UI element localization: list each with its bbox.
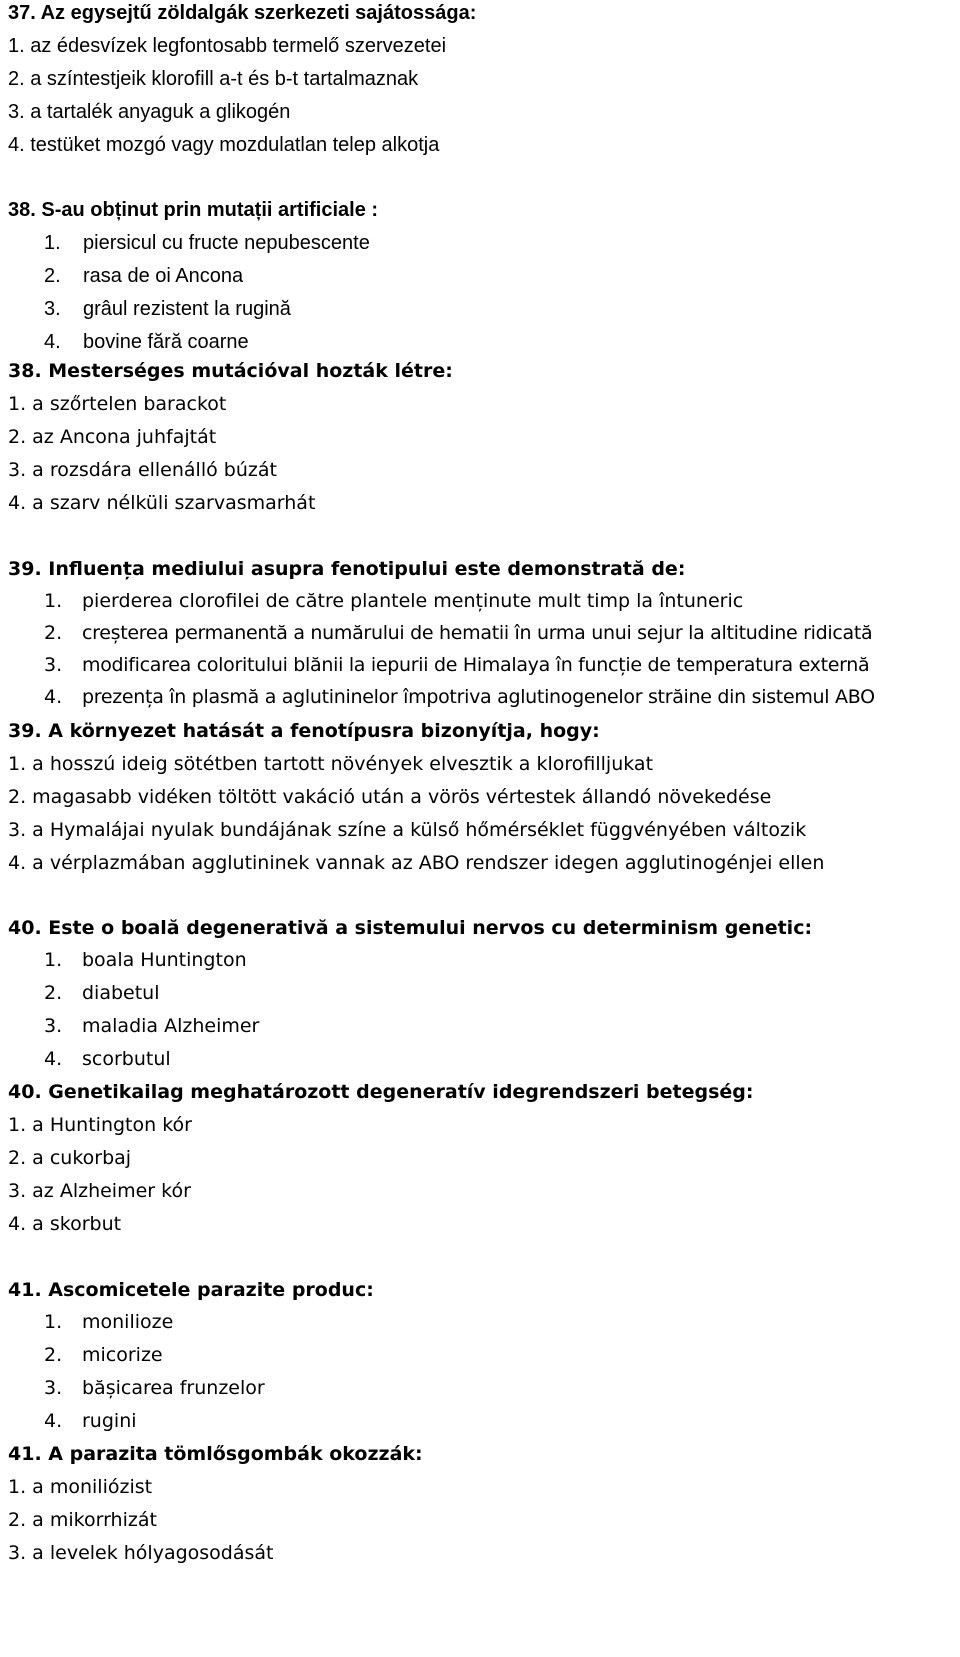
option-number: 4. xyxy=(44,1410,63,1432)
option-text: modificarea coloritului blănii la iepurii de Himalaya în funcție de temperatura externă xyxy=(82,654,870,676)
option-number: 2. xyxy=(44,1344,63,1366)
option-text: piersicul cu fructe nepubescente xyxy=(83,232,370,254)
question-title: 39. Influența mediului asupra fenotipului este demonstrată de: xyxy=(8,558,686,580)
answer-option: 3. a Hymalájai nyulak bundájának színe a külső hőmérséklet függvényében változik xyxy=(8,819,807,841)
answer-option: 1. a szőrtelen barackot xyxy=(8,393,227,415)
option-number: 4. xyxy=(44,1048,63,1070)
option-text: grâul rezistent la rugină xyxy=(83,298,291,320)
answer-option: 2. a színtestjeik klorofill a-t és b-t tartalmaznak xyxy=(8,68,419,90)
option-number: 1. xyxy=(44,590,63,612)
answer-option: 2. az Ancona juhfajtát xyxy=(8,426,217,448)
option-number: 4. xyxy=(44,686,63,708)
answer-option xyxy=(0,649,960,682)
option-text: boala Huntington xyxy=(82,949,247,971)
answer-option xyxy=(0,1306,960,1339)
option-text: creșterea permanentă a numărului de hematii în urma unui sejur la altitudine ridicată xyxy=(82,622,873,644)
option-number: 4. xyxy=(44,331,61,353)
answer-option: 1. az édesvízek legfontosabb termelő szervezetei xyxy=(8,35,447,57)
answer-option xyxy=(0,227,960,260)
answer-option xyxy=(0,293,960,326)
option-text: bovine fără coarne xyxy=(83,331,249,353)
answer-option: 2. a cukorbaj xyxy=(8,1147,132,1169)
option-text: prezența în plasmă a aglutininelor împotriva aglutinogenelor străine din sistemul ABO xyxy=(82,686,875,708)
answer-option: 2. a mikorrhizát xyxy=(8,1509,157,1531)
option-number: 1. xyxy=(44,1311,63,1333)
answer-option xyxy=(0,1010,960,1043)
answer-option xyxy=(0,1372,960,1405)
answer-option: 4. testüket mozgó vagy mozdulatlan telep alkotja xyxy=(8,134,440,156)
option-text: rugini xyxy=(82,1410,137,1432)
answer-option xyxy=(0,1405,960,1438)
answer-option: 4. a szarv nélküli szarvasmarhát xyxy=(8,492,316,514)
question-title: 37. Az egysejtű zöldalgák szerkezeti sajátossága: xyxy=(8,2,477,24)
question-title: 38. Mesterséges mutációval hozták létre: xyxy=(8,360,453,382)
question-title: 40. Este o boală degenerativă a sistemului nervos cu determinism genetic: xyxy=(8,917,813,939)
answer-option: 3. a levelek hólyagosodását xyxy=(8,1542,274,1564)
answer-option: 3. az Alzheimer kór xyxy=(8,1180,191,1202)
answer-option xyxy=(0,681,960,714)
answer-option xyxy=(0,944,960,977)
answer-option xyxy=(0,1339,960,1372)
option-text: pierderea clorofilei de către plantele menținute mult timp la întuneric xyxy=(82,590,744,612)
answer-option xyxy=(0,977,960,1010)
answer-option: 3. a tartalék anyaguk a glikogén xyxy=(8,101,291,123)
option-number: 3. xyxy=(44,654,63,676)
option-number: 3. xyxy=(44,1015,63,1037)
option-number: 1. xyxy=(44,232,61,254)
answer-option: 1. a moniliózist xyxy=(8,1476,153,1498)
question-title: 39. A környezet hatását a fenotípusra bizonyítja, hogy: xyxy=(8,720,600,742)
option-text: bășicarea frunzelor xyxy=(82,1377,265,1399)
option-text: rasa de oi Ancona xyxy=(83,265,244,287)
answer-option: 4. a vérplazmában agglutininek vannak az ABO rendszer idegen agglutinogénjei ellen xyxy=(8,852,825,874)
option-text: diabetul xyxy=(82,982,160,1004)
answer-option xyxy=(0,1043,960,1076)
answer-option: 4. a skorbut xyxy=(8,1213,122,1235)
question-title: 40. Genetikailag meghatározott degeneratív idegrendszeri betegség: xyxy=(8,1081,754,1103)
option-text: monilioze xyxy=(82,1311,174,1333)
option-text: maladia Alzheimer xyxy=(82,1015,260,1037)
question-title: 41. Ascomicetele parazite produc: xyxy=(8,1279,374,1301)
question-title: 38. S-au obținut prin mutații artificiale : xyxy=(8,199,379,221)
answer-option: 3. a rozsdára ellenálló búzát xyxy=(8,459,277,481)
answer-option: 1. a hosszú ideig sötétben tartott növények elvesztik a klorofilljukat xyxy=(8,753,654,775)
answer-option xyxy=(0,585,960,618)
question-title: 41. A parazita tömlősgombák okozzák: xyxy=(8,1443,423,1465)
option-text: micorize xyxy=(82,1344,163,1366)
option-text: scorbutul xyxy=(82,1048,171,1070)
option-number: 2. xyxy=(44,622,63,644)
answer-option: 1. a Huntington kór xyxy=(8,1114,192,1136)
option-number: 2. xyxy=(44,265,61,287)
answer-option: 2. magasabb vidéken töltött vakáció után a vörös vértestek állandó növekedése xyxy=(8,786,772,808)
option-number: 1. xyxy=(44,949,63,971)
option-number: 3. xyxy=(44,1377,63,1399)
answer-option xyxy=(0,617,960,650)
answer-option xyxy=(0,260,960,293)
option-number: 3. xyxy=(44,298,61,320)
option-number: 2. xyxy=(44,982,63,1004)
